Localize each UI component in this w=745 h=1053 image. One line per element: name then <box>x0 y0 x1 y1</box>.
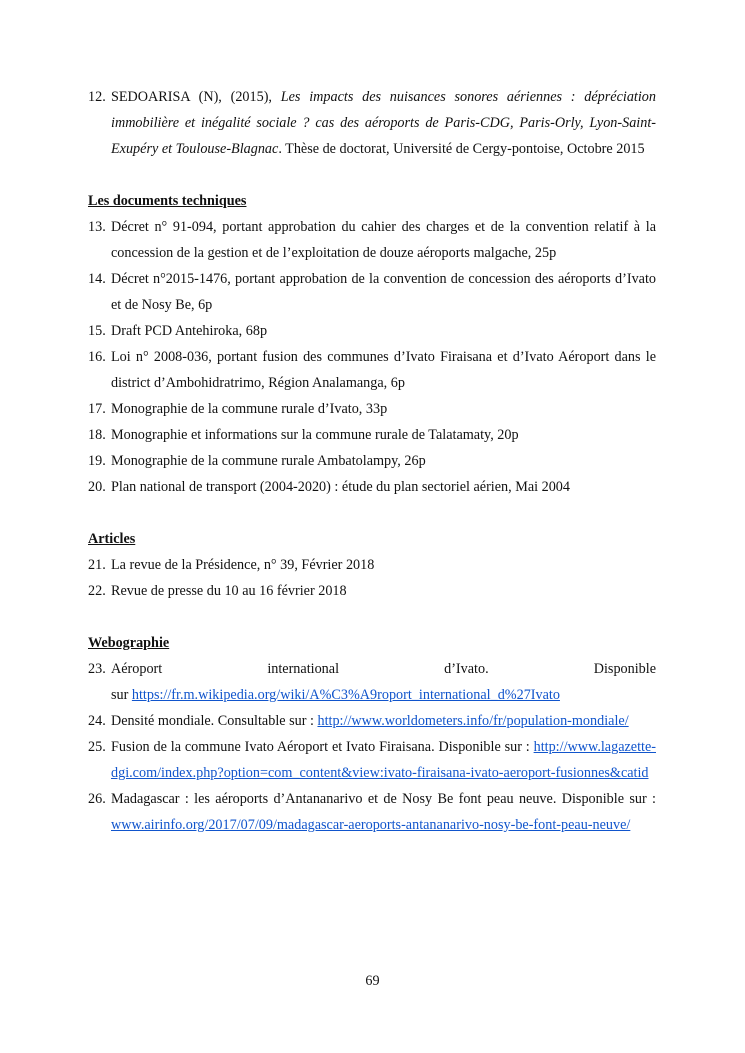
reference-24 <box>88 708 656 734</box>
list-item <box>88 474 656 500</box>
reference-number: 26. <box>88 791 106 807</box>
reference-word: d’Ivato. <box>444 661 489 677</box>
reference-number: 12. <box>88 89 106 105</box>
reference-title: Les impacts des nuisances sonores aériennes : dépréciation immobilière et inégalité sociale ? cas des aéroports de Paris-CDG, Paris-Orly, Lyon-Saint-Exupéry et Toulouse-Blagnac <box>111 89 656 157</box>
reference-number: 25. <box>88 739 106 755</box>
reference-25 <box>88 734 656 786</box>
reference-word: Aéroport <box>111 661 163 677</box>
reference-number: 20. <box>88 479 106 495</box>
reference-text: Draft PCD Antehiroka, 68p <box>111 323 268 339</box>
list-item <box>88 396 656 422</box>
reference-text: Densité mondiale. Consultable sur : <box>111 713 318 729</box>
reference-number: 19. <box>88 453 106 469</box>
webography-list <box>88 656 656 838</box>
reference-text: Loi n° 2008-036, portant fusion des communes d’Ivato Firaisana et d’Ivato Aéroport dans le district d’Ambohidratrimo, Région Analamanga, 6p <box>111 349 656 391</box>
reference-number: 18. <box>88 427 106 443</box>
reference-text: sur <box>111 687 132 703</box>
reference-number: 24. <box>88 713 106 729</box>
reference-text: Revue de presse du 10 au 16 février 2018 <box>111 583 347 599</box>
reference-number: 14. <box>88 271 106 287</box>
list-item <box>88 344 656 396</box>
reference-number: 21. <box>88 557 106 573</box>
reference-12 <box>88 84 656 162</box>
reference-text: La revue de la Présidence, n° 39, Février 2018 <box>111 557 375 573</box>
lagazette-link[interactable]: http://www.lagazette-dgi.com/index.php?option=com_content&view:ivato-firaisana-ivato-aeroport-fusionnes&catid <box>111 739 656 781</box>
reference-line <box>111 682 656 708</box>
reference-text: Monographie et informations sur la commune rurale de Talatamaty, 20p <box>111 427 519 443</box>
reference-text: Plan national de transport (2004-2020) : étude du plan sectoriel aérien, Mai 2004 <box>111 479 570 495</box>
list-item <box>88 552 656 578</box>
reference-number: 16. <box>88 349 106 365</box>
page-number: 69 <box>365 973 380 989</box>
reference-number: 22. <box>88 583 106 599</box>
worldometers-link[interactable]: http://www.worldometers.info/fr/population-mondiale/ <box>317 713 629 729</box>
section-heading-webography: Webographie <box>88 635 170 651</box>
reference-details: . Thèse de doctorat, Université de Cergy-pontoise, Octobre 2015 <box>278 141 645 157</box>
articles-list <box>88 552 656 604</box>
reference-number: 15. <box>88 323 106 339</box>
list-item <box>88 318 656 344</box>
reference-number: 17. <box>88 401 106 417</box>
reference-text: Fusion de la commune Ivato Aéroport et Ivato Firaisana. Disponible sur : <box>111 739 534 755</box>
reference-text: Madagascar : les aéroports d’Antananarivo et de Nosy Be font peau neuve. Disponible sur : <box>111 791 656 807</box>
technical-list <box>88 214 656 500</box>
list-item <box>88 422 656 448</box>
section-heading-technical: Les documents techniques <box>88 193 247 209</box>
list-item <box>88 266 656 318</box>
reference-number: 23. <box>88 661 106 677</box>
reference-text: Décret n°2015-1476, portant approbation de la convention de concession des aéroports d’Ivato et de Nosy Be, 6p <box>111 271 656 313</box>
reference-text: Décret n° 91-094, portant approbation du cahier des charges et de la convention relatif à la concession de la gestion et de l’exploitation de douze aéroports malgache, 25p <box>111 219 656 261</box>
list-item <box>88 214 656 266</box>
reference-text: Monographie de la commune rurale d’Ivato, 33p <box>111 401 388 417</box>
section-heading-articles: Articles <box>88 531 136 547</box>
reference-number: 13. <box>88 219 106 235</box>
reference-23 <box>88 656 656 708</box>
bibliography-page <box>88 84 656 838</box>
reference-word: international <box>267 661 340 677</box>
list-item <box>88 448 656 474</box>
wikipedia-link[interactable]: https://fr.m.wikipedia.org/wiki/A%C3%A9roport_international_d%27Ivato <box>131 687 560 703</box>
reference-text: Monographie de la commune rurale Ambatolampy, 26p <box>111 453 426 469</box>
reference-author: SEDOARISA (N), (2015), <box>111 89 281 105</box>
airinfo-link[interactable]: www.airinfo.org/2017/07/09/madagascar-aeroports-antananarivo-nosy-be-font-peau-neuve/ <box>111 817 631 833</box>
list-item <box>88 578 656 604</box>
reference-26 <box>88 786 656 838</box>
reference-word: Disponible <box>593 661 656 677</box>
reference-line <box>111 656 656 682</box>
